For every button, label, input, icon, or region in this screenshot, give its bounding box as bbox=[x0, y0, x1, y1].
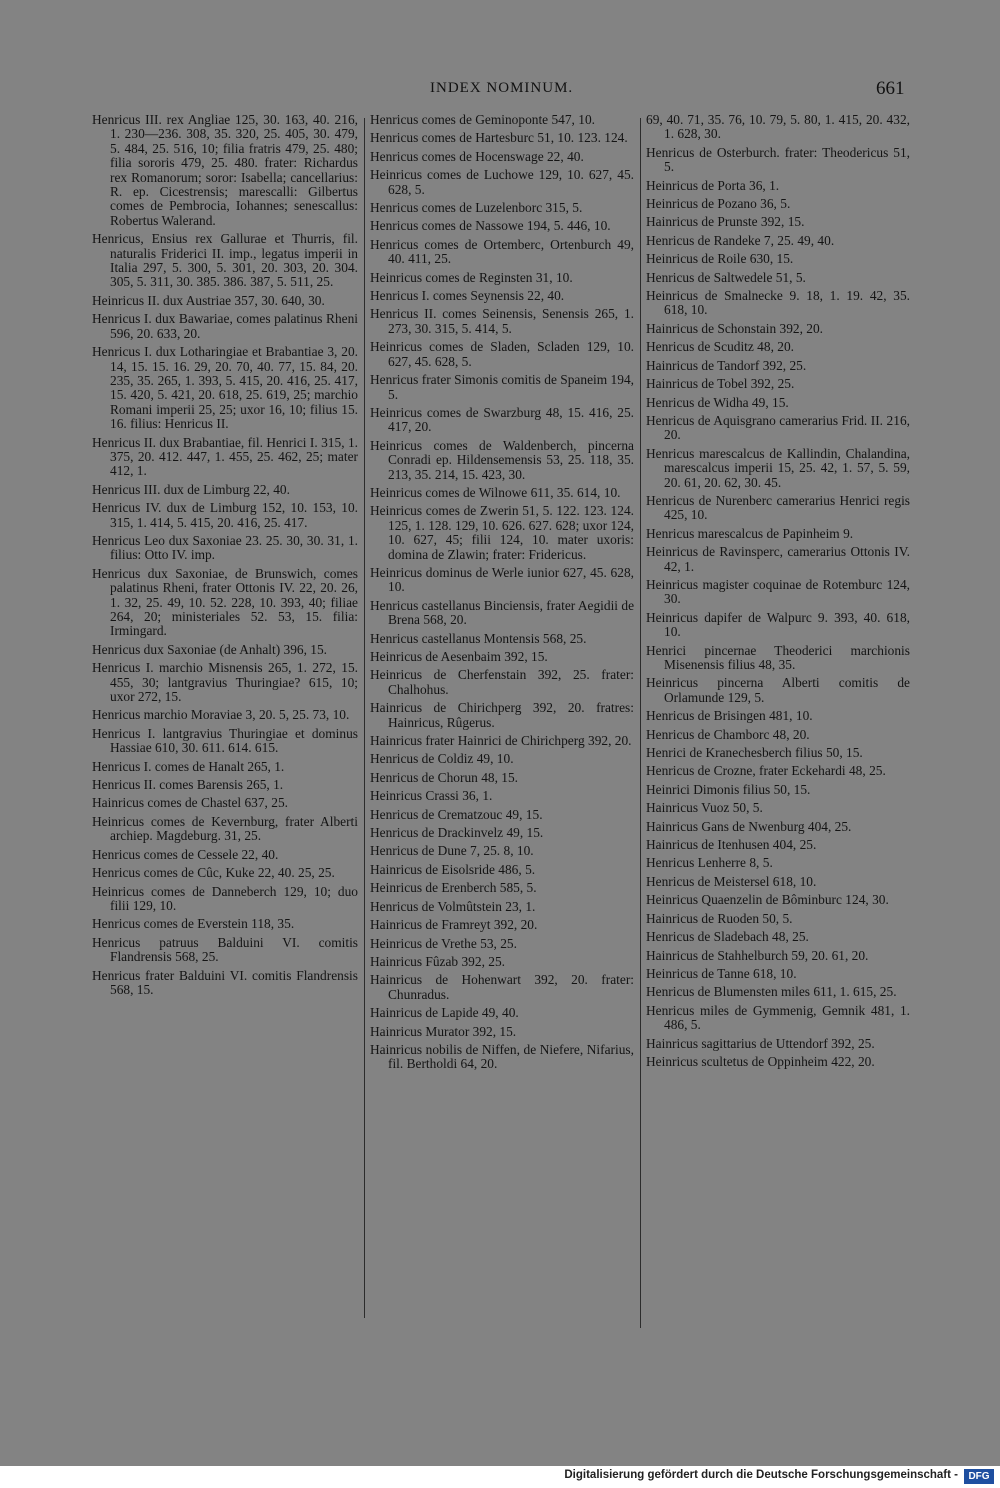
index-entry: Henricus de Nurenberc camerarius Henrici regis 425, 10. bbox=[646, 492, 910, 523]
index-entry: Hainricus de Tandorf 392, 25. bbox=[646, 357, 807, 373]
index-entry: Hainricus nobilis de Niffen, de Niefere, Nifarius, fil. Bertholdi 64, 20. bbox=[370, 1041, 634, 1072]
index-entry: Henricus castellanus Binciensis, frater Aegidii de Brena 568, 20. bbox=[370, 597, 635, 628]
index-entry: Heinricus comes de Waldenberch, pincerna Conradi ep. Hildensemensis 53, 25. 118, 35. 213, 35. 214, 15. 423, 30. bbox=[370, 437, 634, 482]
index-entry: Henricus frater Simonis comitis de Spaneim 194, 5. bbox=[370, 372, 634, 402]
column-rule-1 bbox=[364, 118, 365, 1318]
index-entry: Henricus de Meistersel 618, 10. bbox=[646, 873, 817, 889]
index-entry: Henricus de Blumensten miles 611, 1. 615, 25. bbox=[646, 984, 897, 1000]
running-title: INDEX NOMINUM. bbox=[430, 80, 574, 96]
index-entry: Henricus I. comes de Hanalt 265, 1. bbox=[92, 758, 285, 774]
index-column-2 bbox=[370, 113, 634, 1076]
index-entry: Heinricus comes de Sladen, Scladen 129, 10. 627, 45. 628, 5. bbox=[370, 339, 634, 369]
index-entry: Henricus de Drackinvelz 49, 15. bbox=[370, 825, 544, 841]
index-entry: Heinricus dapifer de Walpurc 9. 393, 40. 618, 10. bbox=[646, 609, 910, 640]
index-entry: Henricus IV. dux de Limburg 152, 10. 153, 10. 315, 1. 414, 5. 415, 20. 416, 25. 417. bbox=[92, 500, 358, 530]
index-entry: Heinricus de Roile 630, 15. bbox=[646, 251, 794, 267]
index-entry: Hainricus de Ruoden 50, 5. bbox=[646, 910, 793, 926]
index-entry: Heinricus comes de Zwerin 51, 5. 122. 123. 124. 125, 1. 128. 129, 10. 626. 627. 628; uxor 124, 10. 627, 45; filii 124, 10. mater uxoris: domina de Zlawin; frater: Fridericus. bbox=[370, 503, 634, 562]
funding-notice: Digitalisierung gefördert durch die Deutsche Forschungsgemeinschaft - bbox=[564, 1469, 958, 1481]
index-entry: Heinricus pincerna Alberti comitis de Orlamunde 129, 5. bbox=[646, 675, 910, 705]
index-entry: Hainricus de Prunste 392, 15. bbox=[646, 214, 805, 230]
index-entry: Heinricus magister coquinae de Rotemburc 124, 30. bbox=[646, 576, 910, 607]
index-entry: Henricus comes de Hocenswage 22, 40. bbox=[370, 148, 584, 164]
index-entry: Henricus comes de Cûc, Kuke 22, 40. 25, 25. bbox=[92, 865, 335, 881]
index-entry: Hainricus frater Hainrici de Chirichperg 392, 20. bbox=[370, 733, 632, 749]
index-entry: Heinricus Crassi 36, 1. bbox=[370, 788, 493, 804]
index-entry: Henricus I. dux Lotharingiae et Brabantiae 3, 20. 14, 15. 15. 16. 29, 20. 70, 40. 77, 15. 84, 20. 235, 35. 265, 1. 393, 5. 415, 20. 416, 25. 417, 15. 420, 5. 421, 20. 618, 25. 619, 25; marchio Romani imperii 25, 25; uxor 16, 10; filius 15. 16. filius: Henricus II. bbox=[92, 344, 358, 432]
index-entry: Henricus de Randeke 7, 25. 49, 40. bbox=[646, 232, 835, 248]
index-entry: Henricus I. lantgravius Thuringiae et dominus Hassiae 610, 30. 611. 614. 615. bbox=[92, 725, 358, 756]
index-entry: Henricus de Osterburch. frater: Theodericus 51, 5. bbox=[646, 144, 910, 175]
index-entry: Henricus de Sladebach 48, 25. bbox=[646, 929, 809, 945]
index-entry: Henricus, Ensius rex Gallurae et Thurris, fil. naturalis Friderici II. imp., legatus imperii in Italia 297, 5. 300, 5. 301, 20. 303, 20. 304. 305, 5. 311, 30. 385. 386. 387, 5. 511, 25. bbox=[92, 231, 358, 290]
column-rule-2 bbox=[640, 118, 641, 1328]
index-entry: Heinricus comes de Luchowe 129, 10. 627, 45. 628, 5. bbox=[370, 167, 634, 197]
index-entry: Heinricus de Tanne 618, 10. bbox=[646, 965, 797, 981]
index-entry: Heinricus de Porta 36, 1. bbox=[646, 177, 780, 193]
index-entry: Heinricus de Smalnecke 9. 18, 1. 19. 42, 35. 618, 10. bbox=[646, 288, 910, 318]
index-entry: Henricus marchio Moraviae 3, 20. 5, 25. 73, 10. bbox=[92, 707, 350, 723]
index-entry: Henricus comes de Nassowe 194, 5. 446, 10. bbox=[370, 218, 611, 234]
page-number: 661 bbox=[876, 78, 905, 99]
index-entry: Heinricus scultetus de Oppinheim 422, 20. bbox=[646, 1053, 875, 1069]
index-entry: Heinricus comes de Wilnowe 611, 35. 614, 10. bbox=[370, 484, 621, 500]
index-entry: Heinricus de Pozano 36, 5. bbox=[646, 196, 791, 212]
index-entry: Hainricus de Schonstain 392, 20. bbox=[646, 320, 824, 336]
index-entry: Henricus de Scuditz 48, 20. bbox=[646, 339, 795, 355]
index-entry: Henrici pincernae Theoderici marchionis Misenensis filius 48, 35. bbox=[646, 642, 910, 672]
index-entry: Henricus de Coldiz 49, 10. bbox=[370, 751, 514, 767]
index-entry: Henricus marescalcus de Papinheim 9. bbox=[646, 525, 854, 541]
index-entry: Heinricus de Ravinsperc, camerarius Ottonis IV. 42, 1. bbox=[646, 544, 910, 574]
index-entry: Henricus patruus Balduini VI. comitis Flandrensis 568, 25. bbox=[92, 934, 358, 965]
index-entry: Heinrici Dimonis filius 50, 15. bbox=[646, 781, 811, 797]
index-entry: Henricus comes de Hartesburc 51, 10. 123. 124. bbox=[370, 130, 628, 146]
index-entry: Hainricus de Lapide 49, 40. bbox=[370, 1005, 519, 1021]
dfg-logo: DFG bbox=[964, 1469, 994, 1484]
index-entry: Henricus de Crozne, frater Eckehardi 48, 25. bbox=[646, 763, 886, 779]
index-entry: Hainricus Murator 392, 15. bbox=[370, 1023, 517, 1039]
index-entry: Henricus I. marchio Misnensis 265, 1. 272, 15. 455, 30; lantgravius Thuringiae? 615, 10; uxor 272, 15. bbox=[92, 660, 358, 705]
index-entry: Heinricus dominus de Werle iunior 627, 45. 628, 10. bbox=[370, 564, 634, 595]
index-entry: Henricus comes de Geminoponte 547, 10. bbox=[370, 112, 595, 127]
index-entry: Henricus miles de Gymmenig, Gemnik 481, 1. 486, 5. bbox=[646, 1002, 910, 1033]
index-entry: Heinricus de Vrethe 53, 25. bbox=[370, 935, 517, 951]
index-entry: Henricus de Volmûtstein 23, 1. bbox=[370, 898, 536, 914]
index-entry: Hainricus Gans de Nwenburg 404, 25. bbox=[646, 818, 852, 834]
index-entry: Heinricus de Aesenbaim 392, 15. bbox=[370, 649, 548, 664]
index-entry: Henricus de Crematzouc 49, 15. bbox=[370, 806, 543, 822]
index-entry: Henricus de Chamborc 48, 20. bbox=[646, 726, 810, 742]
index-entry: Hainricus de Eisolsride 486, 5. bbox=[370, 861, 536, 877]
index-entry: Heinricus de Cherfenstain 392, 25. frater: Chalhohus. bbox=[370, 667, 634, 697]
index-entry: Hainricus sagittarius de Uttendorf 392, 25. bbox=[646, 1035, 875, 1051]
index-entry: Heinricus de Erenberch 585, 5. bbox=[370, 880, 537, 896]
index-entry: Henricus comes de Ortemberc, Ortenburch 49, 40. 411, 25. bbox=[370, 236, 634, 267]
index-entry: Henricus de Dune 7, 25. 8, 10. bbox=[370, 843, 534, 859]
index-entry: Heinricus comes de Reginsten 31, 10. bbox=[370, 269, 573, 285]
index-entry: Henricus III. rex Angliae 125, 30. 163, 40. 216, 1. 230—236. 308, 35. 320, 25. 405, 30. 479, 5. 484, 25. 516, 10; filia fratris 479, 25. 480; filia sororis 479, 25. 480. frater: Richardus rex Romanorum; soror: Isabella; cancellarius: R. ep. Cicestrensis; marescalli: Gilbertus comes de Pembrocia, Iohannes; senescallus: Robertus Walerand. bbox=[92, 112, 358, 228]
index-entry: Hainricus comes de Chastel 637, 25. bbox=[92, 795, 288, 811]
index-entry: Heinricus II. dux Austriae 357, 30. 640, 30. bbox=[92, 292, 325, 308]
index-entry: Henricus frater Balduini VI. comitis Flandrensis 568, 15. bbox=[92, 967, 358, 997]
index-entry: Hainricus de Stahhelburch 59, 20. 61, 20. bbox=[646, 947, 869, 963]
index-entry: Henricus de Brisingen 481, 10. bbox=[646, 708, 813, 724]
index-entry: Hainricus de Itenhusen 404, 25. bbox=[646, 837, 817, 853]
index-entry: Henricus comes de Everstein 118, 35. bbox=[92, 916, 295, 932]
index-entry: Hainricus de Tobel 392, 25. bbox=[646, 376, 795, 392]
index-entry: Henricus castellanus Montensis 568, 25. bbox=[370, 630, 587, 646]
index-entry: Hainricus Fûzab 392, 25. bbox=[370, 953, 505, 969]
index-entry: Henricus de Saltwedele 51, 5. bbox=[646, 269, 806, 285]
index-entry: Henricus dux Saxoniae (de Anhalt) 396, 15. bbox=[92, 641, 328, 657]
index-entry: Henricus de Widha 49, 15. bbox=[646, 394, 789, 410]
footer-bar bbox=[0, 1466, 1000, 1488]
index-entry: Henricus I. comes Seynensis 22, 40. bbox=[370, 288, 565, 304]
index-entry: Henricus II. dux Brabantiae, fil. Henrici I. 315, 1. 375, 20. 412. 447, 1. 455, 25. 462, 25; mater 412, 1. bbox=[92, 434, 358, 479]
index-entry: Henricus Lenherre 8, 5. bbox=[646, 855, 773, 871]
index-entry: Heinricus Quaenzelin de Bôminburc 124, 30. bbox=[646, 892, 889, 908]
index-column-3 bbox=[646, 113, 910, 1073]
index-entry: 69, 40. 71, 35. 76, 10. 79, 5. 80, 1. 415, 20. 432, 1. 628, 30. bbox=[646, 112, 910, 142]
index-entry: Henricus comes de Cessele 22, 40. bbox=[92, 846, 279, 862]
index-entry: Hainricus de Hohenwart 392, 20. frater: Chunradus. bbox=[370, 972, 634, 1002]
index-entry: Heinricus comes de Kevernburg, frater Alberti archiep. Magdeburg. 31, 25. bbox=[92, 813, 358, 844]
running-header bbox=[0, 80, 1000, 104]
index-entry: Henricus comes de Luzelenborc 315, 5. bbox=[370, 200, 583, 216]
index-entry: Henricus de Chorun 48, 15. bbox=[370, 769, 519, 785]
index-entry: Hainricus Vuoz 50, 5. bbox=[646, 800, 763, 816]
index-entry: Hainricus de Chirichperg 392, 20. fratres: Hainricus, Rûgerus. bbox=[370, 700, 634, 730]
index-column-1 bbox=[92, 113, 358, 1001]
index-entry: Henricus II. comes Seinensis, Senensis 265, 1. 273, 30. 315, 5. 414, 5. bbox=[370, 306, 634, 336]
index-entry: Henricus II. comes Barensis 265, 1. bbox=[92, 777, 284, 793]
index-entry: Henrici de Kranechesberch filius 50, 15. bbox=[646, 745, 863, 761]
index-entry: Heinricus comes de Swarzburg 48, 15. 416, 25. 417, 20. bbox=[370, 404, 634, 435]
index-entry: Henricus dux Saxoniae, de Brunswich, comes palatinus Rheni, frater Ottonis IV. 22, 20. 26, 1. 32, 25. 49, 10. 52. 228, 10. 393, 40; filiae 264, 20; ministeriales 52. 53, 15. filia: Irmingard. bbox=[92, 565, 358, 639]
index-entry: Henricus I. dux Bawariae, comes palatinus Rheni 596, 20. 633, 20. bbox=[92, 311, 358, 341]
index-entry: Heinricus comes de Danneberch 129, 10; duo filii 129, 10. bbox=[92, 883, 358, 913]
index-entry: Henricus Leo dux Saxoniae 23. 25. 30, 30. 31, 1. filius: Otto IV. imp. bbox=[92, 532, 358, 563]
index-entry: Henricus III. dux de Limburg 22, 40. bbox=[92, 481, 290, 497]
index-entry: Henricus marescalcus de Kallindin, Chalandina, marescalcus imperii 15, 25. 42, 1. 57, 5. 59, 20. 61, 20. 62, 30. 45. bbox=[646, 445, 910, 490]
index-entry: Henricus de Aquisgrano camerarius Frid. II. 216, 20. bbox=[646, 412, 910, 443]
index-entry: Hainricus de Framreyt 392, 20. bbox=[370, 917, 538, 933]
